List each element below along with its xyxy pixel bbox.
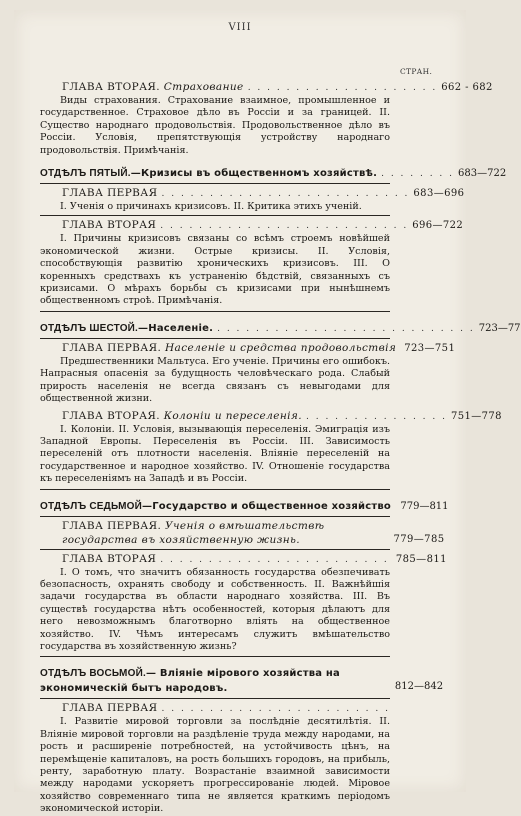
divider: [40, 338, 390, 339]
chapter-summary: Виды страхования. Страхование взаимное, промышленное и государственное. Страховое дѣло въ Россіи и за границей. II. Существо народнаго продовольствія. Продовольственное дѣло въ Россіи. Условія, препятствующія устройству народнаго продовольствія. Примѣчанія.: [40, 95, 390, 156]
dot-leader: . . . . . . . . . . . . . . . . . . . . . . . . . .: [161, 189, 410, 200]
dot-leader: . . . . . . . . . . . . . . . . . . . . . . . . . . .: [217, 323, 475, 334]
divider: [40, 516, 390, 517]
page-range: 785—811: [395, 553, 447, 565]
section-title: —Кризисы въ общественномъ хозяйствѣ.: [130, 168, 378, 180]
chapter-label: ГЛАВА ПЕРВАЯ.: [62, 519, 162, 532]
dot-leader: . . . . . . . . . . . . . . .: [306, 411, 447, 422]
chapter-row: [40, 341, 456, 356]
chapter-label: ГЛАВА ВТОРАЯ: [62, 552, 157, 565]
section-label: ОТДѢЛЪ ПЯТЫЙ.: [40, 168, 131, 180]
page-range: 683—722: [458, 168, 507, 180]
chapter-row: [40, 519, 450, 547]
section-title: —Государство и общественное хозяйство: [142, 500, 391, 512]
page-number: VIII: [228, 22, 252, 33]
dot-leader: . . . . . . . .: [381, 169, 455, 180]
section-row: [40, 666, 450, 696]
divider: [40, 656, 390, 657]
chapter-title: Страхование: [163, 81, 244, 93]
dot-leader: . . . . . . . . . . . . . . . . . . . . . . . .: [161, 704, 390, 715]
chapter-label: ГЛАВА ПЕРВАЯ: [62, 187, 158, 200]
chapter-label: ГЛАВА ВТОРАЯ.: [62, 81, 161, 93]
section-row: [40, 166, 507, 181]
chapter-title: Ученія о вмѣшательствѣ государства въ хозяйственную жизнь.: [62, 519, 325, 546]
section-label: ОТДѢЛЪ ШЕСТОЙ.: [40, 322, 139, 334]
page-range: 779—785: [393, 533, 445, 545]
divider: [40, 489, 390, 490]
section-label: ОТДѢЛЪ ВОСЬМОЙ.: [40, 668, 146, 680]
chapter-title: Колоніи и переселенія.: [163, 409, 302, 422]
book-page: [14, 10, 521, 815]
dot-leader: . . . . . . . . . . . . . . . . . . . . . . . . . .: [160, 221, 409, 232]
pages-column-header: СТРАН.: [400, 67, 433, 76]
chapter-row: [40, 186, 465, 201]
page-range: 683—696: [413, 188, 465, 200]
dot-leader: . . . . . . . . . . . . . . . . . . . .: [247, 83, 438, 93]
chapter-summary: I. Ученія о причинахъ кризисовъ. II. Критика этихъ ученій.: [60, 201, 362, 213]
table-of-contents: [40, 80, 521, 816]
chapter-label: ГЛАВА ВТОРАЯ.: [62, 409, 161, 422]
chapter-summary: Предшественники Мальтуса. Его ученіе. Причины его ошибокъ. Напрасныя опасенія за будущность человѣческаго рода. Слабый прирость населенія не всегда связанъ съ невыгодами для общественной жизни.: [40, 355, 390, 405]
section-title: —Населеніе.: [138, 322, 214, 334]
chapter-title: Населеніе и средства продовольствія: [165, 341, 397, 354]
chapter-summary: I. О томъ, что значитъ обязанность государства обезпечивать безопасность, охранять свободу и собственность. II. Важнѣйшія задачи государства въ области народнаго хозяйства. III. Въ существѣ государства нѣтъ особенностей, которыя дѣлаютъ для него невозможнымъ благотворно вліять на общественное хозяйство. IV. Чѣмъ интересамъ служитъ вмѣшательство государства въ хозяйственную жизнь?: [40, 566, 390, 652]
chapter-row: [40, 80, 493, 95]
divider: [40, 311, 390, 312]
section-row: [40, 321, 521, 336]
section-row: [40, 499, 450, 514]
page-range: 812—842: [394, 681, 444, 693]
page-range: 723—751: [404, 342, 456, 354]
divider: [40, 215, 390, 216]
section-label: ОТДѢЛЪ СЕДЬМОЙ: [40, 500, 142, 512]
chapter-summary: I. Причины кризисовъ связаны со всѣмъ строемъ новѣйшей экономической жизни. Острые кризисы. II. Условія, способствующія развитію хроническихъ кризисовъ. III. О коренныхъ средствахъ къ устраненію бѣдствій, связанныхъ съ кризисами. О мѣрахъ борьбы съ кризисами при нынѣшнемъ общественномъ строѣ. Примѣчанія.: [40, 233, 390, 307]
page-range: 723—77: [478, 322, 521, 334]
divider: [40, 698, 390, 699]
chapter-summary: I. Колоніи. II. Условія, вызывающія переселенія. Эмиграція изъ Западной Европы. Переселенія въ Россіи. III. Зависимость переселеній отъ плотности населенія. Вліяніе переселеній на государственное и народное хозяйство. IV. Отношеніе государства къ переселеніямъ на Западѣ и въ Россіи.: [40, 423, 390, 485]
chapter-label: ГЛАВА ВТОРАЯ: [62, 219, 157, 232]
chapter-row: [40, 552, 450, 567]
chapter-row: [40, 409, 502, 424]
dot-leader: . . . . . . . . . . . . . . . . . . . . . . . .: [160, 554, 389, 565]
divider: [40, 549, 390, 550]
chapter-summary: I. Развитіе мировой торговли за послѣдніе десятилѣтія. II. Вліяніе мировой торговли на раздѣленіе труда между народами, на рость и расширеніе потребностей, на устойчивость цѣнъ, на перемѣщеніе капиталовъ, на рость большихъ городовъ, на прибыль, ренту, заработную плату. Возрастаніе взаимной зависимости между народами ускоряетъ прогрессированіе людей. Міровое хозяйство современнаго типа не является краткимъ періодомъ экономической исторіи.: [40, 716, 390, 815]
page-range: 696—722: [412, 220, 464, 232]
page-range: 779—811: [400, 500, 449, 512]
chapter-row: [40, 218, 464, 233]
page-range: 662 - 682: [441, 82, 493, 93]
chapter-label: ГЛАВА ПЕРВАЯ: [62, 702, 158, 715]
chapter-row: [40, 701, 450, 716]
section-title: — Вліяніе мірового хозяйства на экономическій бытъ народовъ.: [40, 668, 340, 695]
page-range: 751—778: [450, 410, 502, 422]
divider: [40, 183, 390, 184]
chapter-label: ГЛАВА ПЕРВАЯ.: [62, 341, 162, 354]
